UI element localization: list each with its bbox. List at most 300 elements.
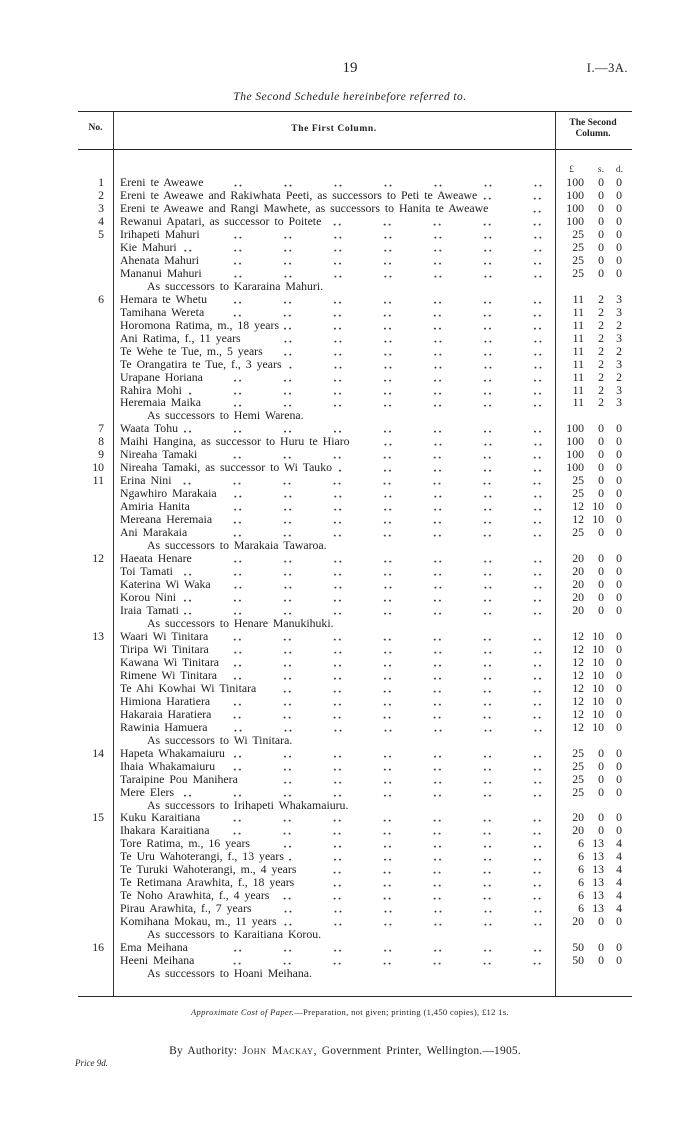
schedule-row: [78, 578, 631, 591]
second-column-cell: [555, 358, 631, 371]
grantee-name: Te Uru Wahoterangi, f., 13 years: [120, 850, 284, 864]
grantee-name: Ihakara Karaitiana: [120, 824, 210, 838]
grantee-name: Horomona Ratima, m., 18 years: [120, 318, 280, 332]
first-column-cell: [113, 487, 555, 500]
schedule-row: [78, 591, 631, 604]
first-column-cell: [113, 384, 555, 397]
second-column-cell: [555, 786, 631, 799]
amount-pence: 0: [616, 473, 622, 488]
row-number: [78, 358, 113, 371]
amount-pence: 0: [616, 771, 622, 786]
amount-pounds: 12: [572, 654, 584, 669]
row-number: 10: [92, 460, 104, 475]
dot-leader: [217, 513, 547, 526]
successors-note: As successors to Marakaia Tawaroa.: [147, 539, 327, 553]
row-number: [78, 773, 113, 786]
amount-pence: 0: [616, 175, 622, 189]
amount-shillings: 0: [598, 564, 604, 579]
amount-shillings: 2: [598, 343, 604, 358]
successors-note: As successors to Wi Tinitara.: [147, 733, 293, 747]
first-column-cell: [113, 293, 555, 306]
amount-shillings: 2: [598, 291, 604, 306]
row-number: [78, 682, 113, 695]
second-column-cell: [555, 773, 631, 786]
amount-shillings: 0: [598, 239, 604, 254]
first-column-cell: [113, 760, 555, 773]
amount-pounds: 6: [578, 901, 584, 916]
schedule-row: [78, 319, 631, 332]
dot-leader: [215, 695, 547, 708]
grantee-name: Mananui Mahuri: [120, 266, 202, 280]
first-column-cell: [113, 578, 555, 591]
first-column-cell: [113, 591, 555, 604]
amount-shillings: 0: [598, 252, 604, 267]
amount-shillings: 0: [598, 447, 604, 462]
amount-pounds: 12: [572, 667, 584, 682]
second-column-cell: [555, 526, 631, 539]
amount-pence: 4: [616, 888, 622, 903]
schedule-row: [78, 565, 631, 578]
row-number: 5: [98, 226, 104, 241]
schedule-row: [78, 306, 631, 319]
dot-leader: [493, 202, 547, 215]
grantee-name: Waata Tohu: [120, 422, 178, 436]
amount-pence: 0: [616, 460, 622, 475]
amount-pence: 0: [616, 953, 622, 968]
dot-leader: [208, 371, 547, 384]
dot-leader: [178, 565, 547, 578]
dot-leader: [216, 578, 547, 591]
second-column-cell: [555, 254, 631, 267]
amount-pence: 0: [616, 628, 622, 643]
authority-suffix: , Government Printer, Wellington.—1905.: [313, 1045, 521, 1057]
column-header-no: No.: [88, 123, 103, 133]
first-column-cell: [113, 241, 555, 254]
dot-leader: [206, 396, 547, 409]
schedule-row: [78, 228, 631, 241]
amount-shillings: 2: [598, 317, 604, 332]
second-column-cell: [555, 345, 631, 358]
first-column-cell: [113, 682, 555, 695]
grantee-name: Kie Mahuri: [120, 240, 177, 254]
cost-note: [0, 1007, 700, 1018]
schedule-row: [78, 396, 631, 409]
amount-pounds: 12: [572, 706, 584, 721]
amount-shillings: 0: [598, 434, 604, 449]
first-column-cell: [113, 565, 555, 578]
first-column-cell: [113, 189, 555, 202]
first-column-cell: [113, 902, 555, 915]
amount-pounds: 6: [578, 875, 584, 890]
row-number: [78, 487, 113, 500]
second-column-cell: [555, 915, 631, 928]
schedule-row: [78, 695, 631, 708]
amount-pence: 0: [616, 447, 622, 462]
shillings-header: s.: [597, 165, 604, 175]
amount-shillings: 0: [598, 551, 604, 566]
amount-pounds: 50: [572, 940, 584, 955]
grantee-name: Toi Tamati: [120, 565, 173, 579]
amount-pence: 3: [616, 356, 622, 371]
amount-pounds: 100: [566, 213, 584, 228]
second-column-cell: [555, 656, 631, 669]
dot-leader: [243, 773, 547, 786]
second-column-cell: [555, 332, 631, 345]
first-column-cell: [113, 461, 555, 474]
row-number: 12: [92, 551, 104, 566]
amount-shillings: 2: [598, 304, 604, 319]
amount-pounds: 11: [572, 369, 584, 384]
document-reference: I.—3A.: [586, 61, 628, 75]
schedule-row: [78, 241, 631, 254]
amount-pounds: 6: [578, 862, 584, 877]
row-number: [78, 876, 113, 889]
dot-leader: [182, 241, 547, 254]
amount-pounds: 25: [572, 265, 584, 280]
amount-pence: 0: [616, 252, 622, 267]
row-number: 6: [98, 291, 104, 306]
successors-note: As successors to Henare Manukihuki.: [147, 616, 334, 630]
amount-pence: 0: [616, 200, 622, 215]
schedule-row: [78, 708, 631, 721]
row-number: 14: [92, 745, 104, 760]
grantee-name: Hemara te Whetu: [120, 292, 207, 306]
amount-shillings: 10: [592, 693, 604, 708]
first-column-cell: [113, 850, 555, 863]
printer-name: John Mackay: [242, 1045, 314, 1057]
amount-pence: 2: [616, 317, 622, 332]
schedule-row: [78, 202, 631, 215]
grantee-name: Rahira Mohi: [120, 383, 182, 397]
row-number: [78, 526, 113, 539]
grantee-name: Taraipine Pou Manihera: [120, 772, 238, 786]
row-number: [78, 280, 113, 293]
row-number: 3: [98, 200, 104, 215]
schedule-row: [78, 358, 631, 371]
first-column-cell: [113, 474, 555, 487]
amount-shillings: 0: [598, 953, 604, 968]
first-column-cell: [113, 721, 555, 734]
column-header-first: The First Column.: [291, 124, 377, 134]
amount-pounds: 100: [566, 200, 584, 215]
grantee-name: Waari Wi Tinitara: [120, 629, 209, 643]
row-number: 4: [98, 213, 104, 228]
amount-pounds: 11: [572, 330, 584, 345]
table-header: [78, 112, 632, 150]
amount-shillings: 2: [598, 369, 604, 384]
schedule-row: [78, 747, 631, 760]
amount-pounds: 12: [572, 693, 584, 708]
second-column-cell: [555, 734, 631, 747]
amount-shillings: 10: [592, 499, 604, 514]
amount-shillings: 0: [598, 914, 604, 929]
first-column-cell: [113, 786, 555, 799]
dot-leader: [181, 591, 547, 604]
grantee-name: Kuku Karaitiana: [120, 811, 201, 825]
first-column-cell: [113, 954, 555, 967]
grantee-name: Ihaia Whakamaiuru: [120, 759, 216, 773]
dot-leader: [212, 293, 547, 306]
row-number: [78, 396, 113, 409]
dot-leader: [184, 604, 547, 617]
dot-leader: [197, 552, 547, 565]
pounds-header: £: [569, 165, 574, 175]
schedule-row: [78, 669, 631, 682]
dot-leader: [287, 358, 547, 371]
dot-leader: [216, 708, 547, 721]
first-column-cell: [113, 747, 555, 760]
amount-pounds: 25: [572, 226, 584, 241]
schedule-row: [78, 513, 631, 526]
grantee-name: Irihapeti Mahuri: [120, 227, 200, 241]
first-column-cell: [113, 358, 555, 371]
amount-pence: 0: [616, 706, 622, 721]
schedule-row: [78, 682, 631, 695]
amount-pence: 3: [616, 304, 622, 319]
schedule-row: [78, 345, 631, 358]
grantee-name: Tore Ratima, m., 16 years: [120, 837, 251, 851]
schedule-row: [78, 189, 631, 202]
dot-leader: [230, 747, 547, 760]
table-body: [78, 176, 631, 980]
grantee-name: Tamihana Wereta: [120, 305, 205, 319]
first-column-cell: [113, 630, 555, 643]
second-column-cell: [555, 306, 631, 319]
second-column-cell: [555, 319, 631, 332]
amount-pounds: 11: [572, 382, 584, 397]
row-number: [78, 500, 113, 513]
amount-pounds: 20: [572, 823, 584, 838]
amount-pence: 0: [616, 421, 622, 436]
first-column-cell: [113, 837, 555, 850]
amount-pence: 0: [616, 654, 622, 669]
first-column-cell: [113, 552, 555, 565]
row-number: [78, 669, 113, 682]
amount-pence: 0: [616, 758, 622, 773]
amount-pounds: 12: [572, 628, 584, 643]
amount-pence: 0: [616, 226, 622, 241]
successors-note-cell: [113, 280, 555, 293]
second-column-cell: [555, 747, 631, 760]
second-column-cell: [555, 967, 631, 980]
amount-shillings: 13: [592, 862, 604, 877]
amount-pounds: 25: [572, 758, 584, 773]
row-number: [78, 967, 113, 980]
amount-pence: 0: [616, 719, 622, 734]
grantee-name: Nireaha Tamaki, as successor to Wi Tauko: [120, 461, 333, 475]
amount-pence: 0: [616, 434, 622, 449]
successors-note-row: [78, 617, 631, 630]
amount-pence: 0: [616, 213, 622, 228]
first-column-cell: [113, 526, 555, 539]
successors-note-cell: [113, 617, 555, 630]
schedule-row: [78, 435, 631, 448]
schedule-row: [78, 721, 631, 734]
dot-leader: [274, 889, 547, 902]
second-column-cell: [555, 215, 631, 228]
second-column-cell: [555, 617, 631, 630]
amount-pence: 0: [616, 823, 622, 838]
row-number: [78, 824, 113, 837]
cost-label: Approximate Cost of Paper.: [191, 1007, 295, 1017]
amount-pence: 0: [616, 810, 622, 825]
grantee-name: Ema Meihana: [120, 941, 188, 955]
grantee-name: Hakaraia Haratiera: [120, 707, 212, 721]
row-number: [78, 850, 113, 863]
amount-pence: 4: [616, 862, 622, 877]
row-number: 15: [92, 810, 104, 825]
first-column-cell: [113, 656, 555, 669]
second-column-cell: [555, 695, 631, 708]
grantee-name: Komihana Mokau, m., 11 years: [120, 915, 277, 929]
grantee-name: Erina Nini: [120, 474, 172, 488]
dot-leader: [195, 500, 547, 513]
amount-shillings: 0: [598, 745, 604, 760]
row-number: [78, 954, 113, 967]
row-number: [78, 902, 113, 915]
grantee-name: Te Ahi Kowhai Wi Tinitara: [120, 681, 257, 695]
dot-leader: [204, 254, 547, 267]
schedule-row: [78, 552, 631, 565]
amount-pence: 0: [616, 667, 622, 682]
row-number: 9: [98, 447, 104, 462]
dot-leader: [268, 345, 547, 358]
amount-shillings: 0: [598, 460, 604, 475]
amount-shillings: 0: [598, 187, 604, 202]
schedule-table: [78, 111, 632, 997]
first-column-cell: [113, 448, 555, 461]
first-column-cell: [113, 254, 555, 267]
schedule-row: [78, 773, 631, 786]
amount-pounds: 100: [566, 447, 584, 462]
schedule-title: The Second Schedule hereinbefore referred to.: [233, 91, 467, 103]
row-number: [78, 656, 113, 669]
amount-pounds: 25: [572, 525, 584, 540]
first-column-cell: [113, 345, 555, 358]
row-number: [78, 254, 113, 267]
successors-note-cell: [113, 799, 555, 812]
grantee-name: Ngawhiro Marakaia: [120, 487, 217, 501]
amount-pence: 0: [616, 693, 622, 708]
amount-pence: 0: [616, 590, 622, 604]
amount-pence: 0: [616, 265, 622, 280]
grantee-name: Ereni te Aweawe and Rangi Mawhete, as successors to Hanita te Aweawe: [120, 201, 489, 215]
amount-pence: 2: [616, 343, 622, 358]
first-column-cell: [113, 435, 555, 448]
grantee-name: Hapeta Whakamaiuru: [120, 746, 225, 760]
amount-shillings: 0: [598, 486, 604, 501]
grantee-name: Tiripa Wi Tinitara: [120, 642, 209, 656]
amount-pounds: 20: [572, 590, 584, 604]
row-number: [78, 513, 113, 526]
dot-leader: [205, 811, 547, 824]
second-column-cell: [555, 189, 631, 202]
price: Price 9d.: [75, 1058, 108, 1068]
amount-pounds: 50: [572, 953, 584, 968]
row-number: 11: [92, 473, 104, 488]
schedule-row: [78, 474, 631, 487]
first-column-cell: [113, 643, 555, 656]
successors-note-row: [78, 409, 631, 422]
amount-shillings: 10: [592, 641, 604, 656]
schedule-row: [78, 837, 631, 850]
amount-pounds: 11: [572, 291, 584, 306]
amount-pounds: 20: [572, 914, 584, 929]
schedule-row: [78, 176, 631, 189]
amount-shillings: 13: [592, 875, 604, 890]
first-column-cell: [113, 708, 555, 721]
dot-leader: [179, 786, 547, 799]
amount-shillings: 0: [598, 226, 604, 241]
first-column-cell: [113, 306, 555, 319]
amount-pounds: 25: [572, 784, 584, 799]
amount-pence: 0: [616, 641, 622, 656]
grantee-name: Heremaia Maika: [120, 396, 201, 410]
grantee-name: Himiona Haratiera: [120, 694, 211, 708]
first-column-cell: [113, 332, 555, 345]
schedule-row: [78, 422, 631, 435]
amount-pounds: 25: [572, 252, 584, 267]
grantee-name: Te Retimana Arawhita, f., 18 years: [120, 876, 295, 890]
first-column-cell: [113, 889, 555, 902]
schedule-row: [78, 461, 631, 474]
second-column-cell: [555, 682, 631, 695]
row-number: [78, 708, 113, 721]
cost-text: —Preparation, not given; printing (1,450 copies), £12 1s.: [294, 1007, 509, 1017]
amount-pounds: 25: [572, 745, 584, 760]
amount-shillings: 10: [592, 512, 604, 527]
amount-shillings: 13: [592, 836, 604, 851]
grantee-name: Korou Nini: [120, 591, 177, 604]
second-column-cell: [555, 760, 631, 773]
row-number: [78, 837, 113, 850]
row-number: [78, 332, 113, 345]
row-number: [78, 863, 113, 876]
first-column-cell: [113, 202, 555, 215]
row-number: [78, 267, 113, 280]
dot-leader: [209, 176, 548, 189]
row-number: [78, 734, 113, 747]
second-column-cell: [555, 721, 631, 734]
row-number: [78, 760, 113, 773]
amount-shillings: 2: [598, 330, 604, 345]
amount-pence: 0: [616, 525, 622, 540]
amount-pence: 0: [616, 512, 622, 527]
amount-pounds: 11: [572, 317, 584, 332]
first-column-cell: [113, 915, 555, 928]
schedule-row: [78, 371, 631, 384]
first-column-cell: [113, 500, 555, 513]
successors-note-cell: [113, 409, 555, 422]
amount-shillings: 13: [592, 901, 604, 916]
amount-pence: 3: [616, 330, 622, 345]
amount-pence: 0: [616, 577, 622, 592]
grantee-name: Rawinia Hamuera: [120, 720, 208, 734]
row-number: [78, 643, 113, 656]
schedule-row: [78, 902, 631, 915]
amount-shillings: 0: [598, 577, 604, 592]
first-column-cell: [113, 228, 555, 241]
amount-pence: 2: [616, 369, 622, 384]
row-number: [78, 409, 113, 422]
amount-pounds: 12: [572, 499, 584, 514]
amount-pence: 0: [616, 914, 622, 929]
row-number: [78, 721, 113, 734]
dot-leader: [326, 215, 547, 228]
schedule-row: [78, 643, 631, 656]
schedule-row: [78, 889, 631, 902]
grantee-name: Rewanui Apatari, as successor to Poitete: [120, 214, 322, 228]
